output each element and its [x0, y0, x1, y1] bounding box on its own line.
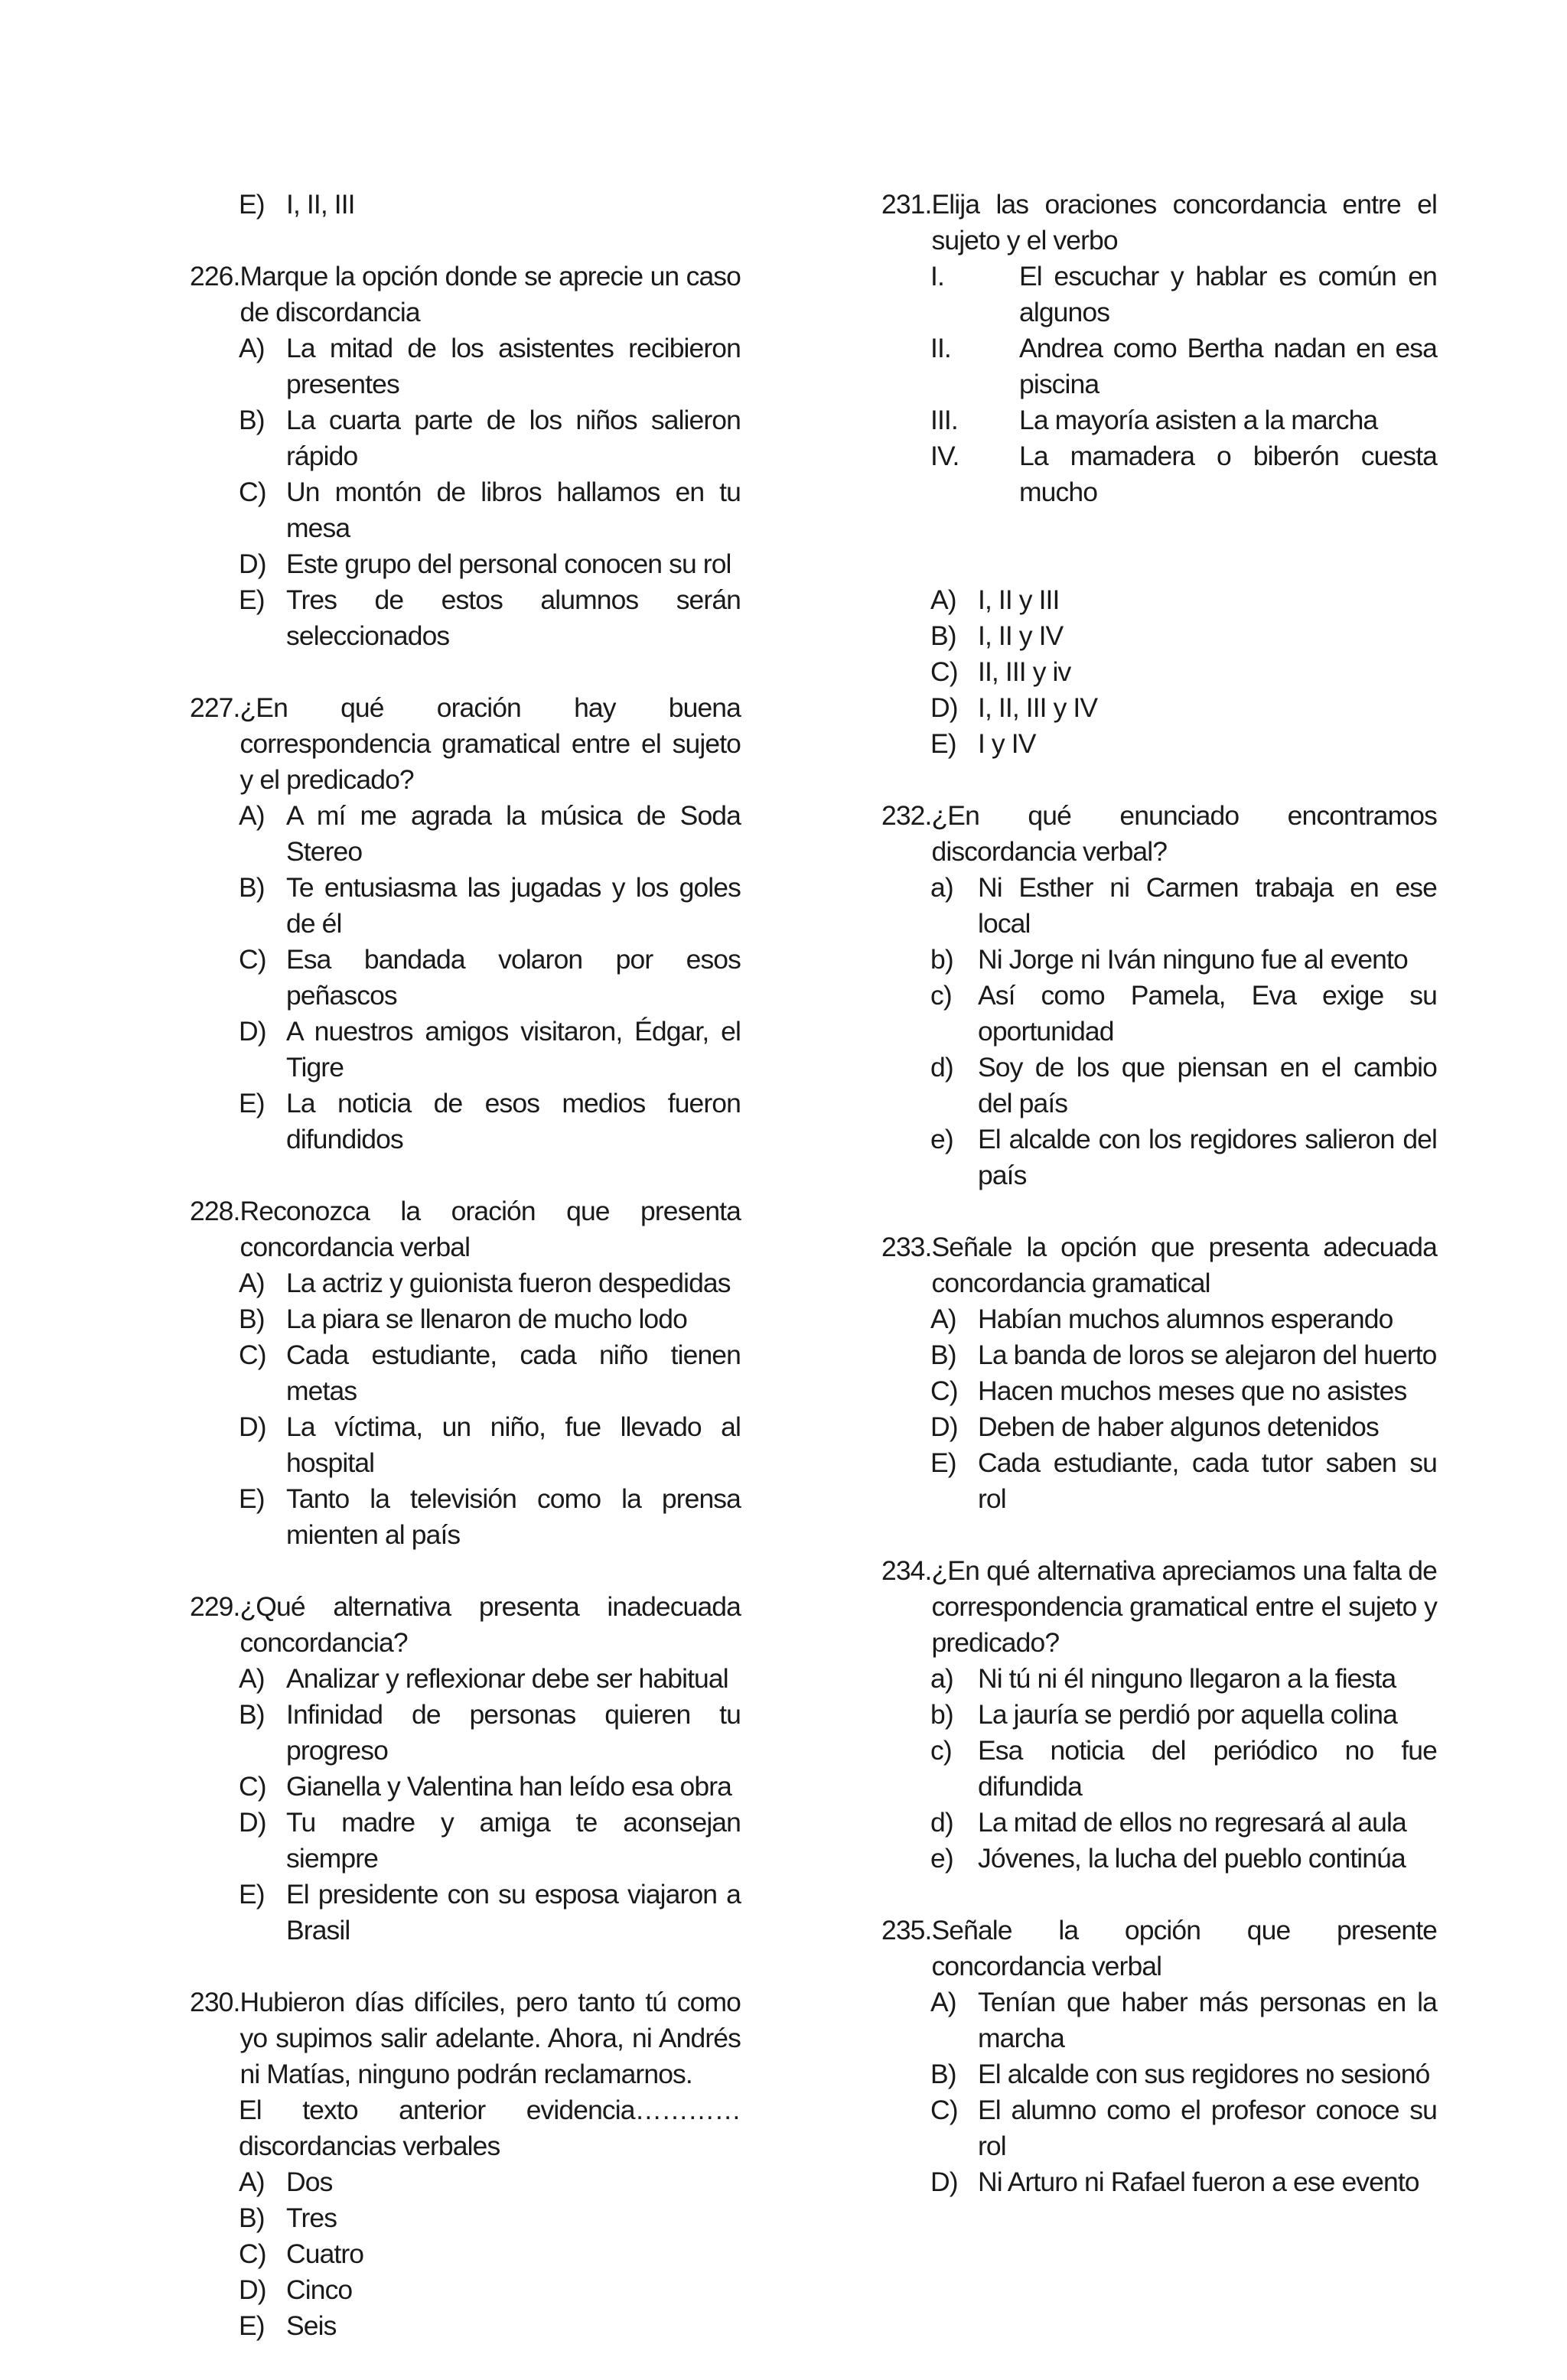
option-letter: B) [239, 1304, 265, 1334]
question-number: 228. [190, 1196, 240, 1226]
statement-number: IV. [930, 441, 959, 471]
option-item [239, 187, 741, 223]
question-228 [190, 1193, 741, 1553]
option-text: Infinidad de personas quieren tu progreso [286, 1699, 741, 1766]
option-item [239, 582, 741, 654]
question-text: ¿En qué alternativa apreciamos una falta de correspondencia gramatical entre el sujeto y predicado? [931, 1555, 1437, 1658]
question-number: 227. [190, 692, 240, 723]
option-item [239, 330, 741, 402]
option-text: II, III y iv [978, 656, 1071, 687]
options-list [239, 2164, 741, 2344]
question-number: 235. [881, 1915, 932, 1945]
option-item [239, 2200, 741, 2236]
option-text: Ni Arturo ni Rafael fueron a ese evento [978, 2167, 1419, 2197]
option-letter: C) [239, 944, 266, 975]
option-letter: D) [239, 549, 266, 579]
option-item [930, 942, 1437, 978]
option-item [930, 1122, 1437, 1193]
statement-item [930, 330, 1437, 402]
options-list [930, 870, 1437, 1193]
options-list [239, 1661, 741, 1949]
option-letter: e) [930, 1124, 953, 1154]
option-letter: B) [930, 620, 956, 651]
statement-number: I. [930, 261, 944, 291]
option-item [930, 726, 1437, 762]
question-number: 231. [881, 189, 932, 220]
option-item [930, 1337, 1437, 1373]
option-item [930, 1301, 1437, 1337]
question-text: Señale la opción que presenta adecuada concordancia gramatical [931, 1232, 1437, 1298]
option-letter: d) [930, 1052, 953, 1083]
option-letter: B) [930, 1340, 956, 1370]
option-item [239, 1086, 741, 1157]
option-text: Cada estudiante, cada niño tienen metas [286, 1340, 741, 1406]
statement-item [930, 259, 1437, 330]
option-text: La piara se llenaron de mucho lodo [286, 1304, 687, 1334]
statement-number: III. [930, 405, 958, 435]
option-item [239, 402, 741, 474]
question-text: Elija las oraciones concordancia entre el sujeto y el verbo [931, 189, 1437, 256]
option-letter: a) [930, 872, 953, 903]
question-text: ¿Qué alternativa presenta inadecuada concordancia? [239, 1591, 741, 1658]
question-230 [190, 1984, 741, 2344]
option-letter: A) [930, 1304, 956, 1334]
option-item [930, 1373, 1437, 1409]
option-item [930, 870, 1437, 942]
option-letter: E) [930, 728, 956, 759]
question-header [190, 1193, 741, 1265]
question-continuation: discordancias verbales [239, 2131, 500, 2161]
left-column [190, 187, 741, 2380]
question-number: 226. [190, 261, 240, 291]
option-text: La actriz y guionista fueron despedidas [286, 1268, 731, 1298]
option-item [930, 2092, 1437, 2164]
right-column [881, 187, 1437, 2236]
option-text: Ni tú ni él ninguno llegaron a la fiesta [978, 1663, 1396, 1694]
option-letter: B) [239, 405, 265, 435]
option-letter: E) [930, 1447, 956, 1478]
option-letter: C) [930, 2095, 958, 2125]
option-text: Deben de haber algunos detenidos [978, 1411, 1379, 1442]
option-text: Analizar y reflexionar debe ser habitual [286, 1663, 728, 1694]
options-list [239, 798, 741, 1157]
option-letter: D) [930, 2167, 958, 2197]
option-item [930, 1445, 1437, 1517]
question-text: Señale la opción que presente concordancia verbal [931, 1915, 1437, 1981]
option-item [239, 870, 741, 942]
option-item [930, 2164, 1437, 2200]
option-text: Tanto la televisión como la prensa mienten al país [286, 1483, 741, 1550]
question-235 [881, 1913, 1437, 2200]
option-letter: A) [239, 800, 265, 831]
option-text: Jóvenes, la lucha del pueblo continúa [978, 1843, 1406, 1874]
option-letter: D) [239, 1016, 266, 1047]
statement-item [930, 402, 1437, 438]
option-text: La mitad de ellos no regresará al aula [978, 1807, 1406, 1838]
options-list [930, 1984, 1437, 2200]
option-text: El presidente con su esposa viajaron a Brasil [286, 1879, 741, 1945]
option-item [239, 1661, 741, 1697]
option-item [239, 942, 741, 1014]
option-item [930, 1409, 1437, 1445]
option-item [930, 690, 1437, 726]
options-list [930, 1301, 1437, 1517]
option-item [239, 1014, 741, 1086]
question-number: 232. [881, 800, 932, 831]
question-226 [190, 259, 741, 654]
option-letter: E) [239, 189, 265, 220]
option-letter: E) [239, 1088, 265, 1118]
question-234 [881, 1553, 1437, 1877]
option-text: Soy de los que piensan en el cambio del país [978, 1052, 1437, 1118]
option-item [239, 1337, 741, 1409]
question-text: Hubieron días difíciles, pero tanto tú como yo supimos salir adelante. Ahora, ni Andrés ni Matías, ninguno podrán reclamarnos. [239, 1987, 741, 2089]
lead-option-block [190, 187, 741, 223]
option-text: Tu madre y amiga te aconsejan siempre [286, 1807, 741, 1874]
option-letter: D) [930, 692, 958, 723]
option-text: Te entusiasma las jugadas y los goles de él [286, 872, 741, 939]
question-text: ¿En qué enunciado encontramos discordancia verbal? [931, 800, 1437, 867]
option-item [239, 1409, 741, 1481]
option-text: I y IV [978, 728, 1036, 759]
option-text: Tenían que haber más personas en la marcha [978, 1987, 1437, 2053]
statement-text: La mamadera o biberón cuesta mucho [1019, 441, 1437, 507]
question-header [190, 690, 741, 798]
option-letter: A) [239, 333, 265, 363]
question-continuation: El texto anterior evidencia………… [239, 2095, 741, 2125]
option-letter: B) [239, 872, 265, 903]
option-letter: C) [239, 2238, 266, 2269]
option-text: La mitad de los asistentes recibieron presentes [286, 333, 741, 399]
option-letter: C) [930, 1376, 958, 1406]
question-number: 230. [190, 1987, 240, 2017]
option-text: Tres de estos alumnos serán seleccionados [286, 584, 741, 651]
option-item [930, 1984, 1437, 2056]
option-text: Gianella y Valentina han leído esa obra [286, 1771, 731, 1802]
statement-text: Andrea como Bertha nadan en esa piscina [1019, 333, 1437, 399]
question-text: Reconozca la oración que presenta concordancia verbal [239, 1196, 741, 1262]
option-letter: C) [930, 656, 958, 687]
option-letter: b) [930, 944, 953, 975]
option-letter: E) [239, 2310, 265, 2341]
question-header [881, 1229, 1437, 1301]
question-229 [190, 1589, 741, 1949]
option-text: A mí me agrada la música de Soda Stereo [286, 800, 741, 867]
question-233 [881, 1229, 1437, 1517]
option-text: A nuestros amigos visitaron, Édgar, el Tigre [286, 1016, 741, 1083]
option-text: Dos [286, 2167, 333, 2197]
spacer [881, 510, 1437, 582]
option-item [239, 1481, 741, 1553]
option-text: La noticia de esos medios fueron difundidos [286, 1088, 741, 1154]
option-item [239, 1769, 741, 1805]
option-item [930, 1841, 1437, 1877]
option-text: Un montón de libros hallamos en tu mesa [286, 477, 741, 543]
option-letter: D) [239, 2274, 266, 2305]
option-text: La jauría se perdió por aquella colina [978, 1699, 1397, 1730]
question-227 [190, 690, 741, 1157]
option-text: Habían muchos alumnos esperando [978, 1304, 1393, 1334]
option-text: El alumno como el profesor conoce su rol [978, 2095, 1437, 2161]
question-232 [881, 798, 1437, 1193]
option-letter: A) [930, 584, 956, 615]
option-text: El alcalde con sus regidores no sesionó [978, 2059, 1430, 2089]
question-header [190, 1589, 741, 1661]
option-letter: a) [930, 1663, 953, 1694]
statement-number: II. [930, 333, 951, 363]
option-item [930, 618, 1437, 654]
option-letter: C) [239, 1340, 266, 1370]
option-item [930, 1805, 1437, 1841]
option-text: El alcalde con los regidores salieron del país [978, 1124, 1437, 1190]
option-item [930, 1733, 1437, 1805]
option-letter: B) [239, 1699, 265, 1730]
options-list [239, 1265, 741, 1553]
option-item [239, 2164, 741, 2200]
option-text: Este grupo del personal conocen su rol [286, 549, 731, 579]
option-item [930, 1697, 1437, 1733]
option-letter: D) [239, 1807, 266, 1838]
option-item [239, 1301, 741, 1337]
option-text: Esa noticia del periódico no fue difundida [978, 1735, 1437, 1802]
option-item [239, 1877, 741, 1949]
option-letter: C) [239, 477, 266, 507]
statement-item [930, 438, 1437, 510]
option-text: La banda de loros se alejaron del huerto [978, 1340, 1437, 1370]
question-header [190, 1984, 741, 2092]
option-text: Cada estudiante, cada tutor saben su rol [978, 1447, 1437, 1514]
options-list [239, 330, 741, 654]
question-header [881, 1913, 1437, 1984]
option-letter: c) [930, 1735, 952, 1766]
option-text: La cuarta parte de los niños salieron rápido [286, 405, 741, 471]
option-letter: A) [239, 1663, 265, 1694]
question-header [881, 798, 1437, 870]
question-number: 233. [881, 1232, 932, 1262]
option-text: I, II y IV [978, 620, 1064, 651]
option-letter: B) [930, 2059, 956, 2089]
question-231 [881, 187, 1437, 762]
option-letter: C) [239, 1771, 266, 1802]
question-text: Marque la opción donde se aprecie un caso de discordancia [239, 261, 741, 327]
option-text: I, II, III y IV [978, 692, 1098, 723]
option-item [930, 978, 1437, 1050]
option-item [930, 2056, 1437, 2092]
option-item [239, 1265, 741, 1301]
option-item [930, 582, 1437, 618]
option-letter: A) [930, 1987, 956, 2017]
option-text: I, II y III [978, 584, 1060, 615]
statement-text: La mayoría asisten a la marcha [1019, 405, 1378, 435]
option-letter: A) [239, 2167, 265, 2197]
option-text: Hacen muchos meses que no asistes [978, 1376, 1407, 1406]
question-header [881, 187, 1437, 259]
options-list [930, 582, 1437, 762]
option-item [239, 798, 741, 870]
options-list [930, 1661, 1437, 1877]
statement-text: El escuchar y hablar es común en algunos [1019, 261, 1437, 327]
question-text: ¿En qué oración hay buena correspondencia gramatical entre el sujeto y el predicado? [239, 692, 741, 795]
option-item [930, 654, 1437, 690]
option-text: Así como Pamela, Eva exige su oportunidad [978, 980, 1437, 1047]
options-list [239, 187, 741, 223]
option-letter: B) [239, 2203, 265, 2233]
option-item [239, 2272, 741, 2308]
question-header [881, 1553, 1437, 1661]
option-item [239, 474, 741, 546]
option-letter: b) [930, 1699, 953, 1730]
question-number: 234. [881, 1555, 932, 1586]
option-text: Tres [286, 2203, 337, 2233]
option-item [239, 546, 741, 582]
question-number: 229. [190, 1591, 240, 1622]
option-item [239, 1805, 741, 1877]
option-letter: A) [239, 1268, 265, 1298]
option-item [239, 1697, 741, 1769]
option-item [239, 2308, 741, 2344]
option-letter: E) [239, 584, 265, 615]
option-item [930, 1661, 1437, 1697]
option-text: La víctima, un niño, fue llevado al hospital [286, 1411, 741, 1478]
option-text: Seis [286, 2310, 337, 2341]
option-letter: D) [239, 1411, 266, 1442]
option-letter: E) [239, 1483, 265, 1514]
statement-list [930, 259, 1437, 510]
question-header [190, 259, 741, 330]
option-text: Esa bandada volaron por esos peñascos [286, 944, 741, 1011]
option-text: Ni Esther ni Carmen trabaja en ese local [978, 872, 1437, 939]
option-text: Ni Jorge ni Iván ninguno fue al evento [978, 944, 1408, 975]
option-letter: c) [930, 980, 952, 1011]
option-item [239, 2236, 741, 2272]
option-letter: D) [930, 1411, 958, 1442]
option-letter: d) [930, 1807, 953, 1838]
option-text: I, II, III [286, 189, 355, 220]
option-letter: E) [239, 1879, 265, 1910]
option-item [930, 1050, 1437, 1122]
option-text: Cuatro [286, 2238, 364, 2269]
option-letter: e) [930, 1843, 953, 1874]
option-text: Cinco [286, 2274, 353, 2305]
